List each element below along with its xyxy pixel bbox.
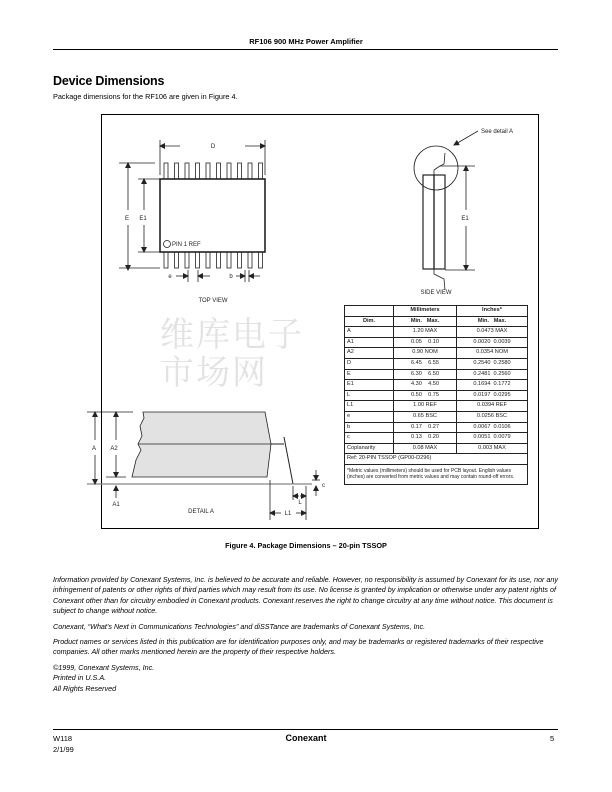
dim-L1-label: L1	[284, 511, 292, 517]
disclaimer-paragraph: Information provided by Conexant Systems, Inc. is believed to be accurate and reliable. However, no responsibility is assumed by Conexant for its use, nor any infringement of patents or other rights of third parties which may result from its use. No license is granted by implication or otherwise under any patent rights of Conexant other than for circuitry embodied in Conexant products. Conexant reserves the right to change circuitry at any time without notice. This document is subject to change without notice.	[53, 575, 558, 616]
package-ref: Ref: 20-PIN TSSOP (GP00-D296)	[345, 454, 528, 465]
mm-max-cell: 4.50	[428, 381, 439, 388]
mm-max-cell: 6.50	[428, 370, 439, 377]
dim-c-label: c	[322, 483, 325, 489]
in-cell: 0.0256 BSC	[457, 411, 528, 422]
see-detail-a-label: See detail A	[481, 129, 514, 135]
package-lead	[164, 252, 168, 268]
col-mm-min: Min.	[410, 317, 423, 324]
dim-E1-label: E1	[139, 216, 147, 222]
package-lead	[238, 252, 242, 268]
table-note: *Metric values (millimeters) should be used for PCB layout. English values (inches) are converted from metric values and may contain round-off errors.	[345, 464, 528, 484]
in-max-cell: 0.0039	[493, 338, 511, 345]
watermark: 维库电子市场网	[160, 315, 304, 393]
side-dim-E1-label: E1	[461, 216, 469, 222]
package-lead	[164, 163, 168, 179]
package-lead	[248, 252, 252, 268]
dim-A1-label: A1	[112, 502, 120, 508]
dimensions-table	[344, 305, 528, 485]
package-lead	[227, 252, 231, 268]
in-cell: 0.003 MAX	[457, 443, 528, 454]
mm-min-cell: 0.50	[411, 391, 422, 398]
disclaimer-paragraph: Conexant, “What’s Next in Communications Technologies” and diSSTance are trademarks of Conexant Systems, Inc.	[53, 621, 426, 631]
in-min-cell: 0.1694	[473, 381, 491, 388]
dim-D-label: D	[210, 144, 216, 150]
table-row	[345, 433, 528, 444]
mm-max-cell: 0.10	[428, 338, 439, 345]
disclaimer-paragraph: Product names or services listed in this publication are for identification purposes only, and may be trademarks or registered trademarks of their respective companies. All other marks mentioned herein are the property of their respective holders.	[53, 637, 544, 657]
detail-a-label: DETAIL A	[188, 509, 214, 515]
detail-a	[87, 412, 320, 520]
dim-A-label: A	[91, 446, 97, 452]
table-row	[345, 390, 528, 401]
package-lead	[238, 163, 242, 179]
table-row	[345, 337, 528, 348]
package-lead	[217, 163, 221, 179]
mm-cell: 1.00 REF	[394, 401, 457, 412]
mm-max-cell: 6.55	[428, 359, 439, 366]
doc-date: 2/1/99	[53, 745, 74, 754]
package-lead	[175, 163, 179, 179]
in-min-cell: 0.2481	[473, 370, 491, 377]
table-row	[345, 401, 528, 412]
dim-cell: L	[345, 390, 394, 401]
package-lead	[259, 163, 263, 179]
top-view	[119, 140, 265, 282]
col-mm-max: Max.	[426, 317, 440, 324]
dim-cell: A	[345, 327, 394, 338]
col-group-inches: Inches*	[457, 306, 528, 317]
running-header: RF106 900 MHz Power Amplifier	[249, 37, 363, 46]
package-lead	[175, 252, 179, 268]
dim-cell: E	[345, 369, 394, 380]
col-dim: Dim.	[345, 316, 394, 327]
mm-max-cell: 0.27	[428, 423, 439, 430]
in-max-cell: 0.2560	[493, 370, 511, 377]
copyright-line: ©1999, Conexant Systems, Inc.	[53, 662, 155, 672]
dim-cell: D	[345, 358, 394, 369]
table-row	[345, 422, 528, 433]
mm-max-cell: 0.20	[428, 434, 439, 441]
printed-line: Printed in U.S.A.	[53, 673, 107, 683]
side-view	[414, 131, 478, 290]
table-row	[345, 358, 528, 369]
package-lead	[185, 252, 189, 268]
disclaimer	[53, 575, 563, 694]
mm-cell: 0.65 BSC	[394, 411, 457, 422]
in-min-cell: 0.0197	[473, 391, 491, 398]
in-cell: 0.0394 REF	[457, 401, 528, 412]
dim-cell: c	[345, 433, 394, 444]
col-in-max: Max.	[493, 317, 507, 324]
dim-A2-label: A2	[110, 446, 118, 452]
dim-cell: L1	[345, 401, 394, 412]
in-max-cell: 0.0295	[493, 391, 511, 398]
in-min-cell: 0.0051	[473, 434, 491, 441]
mm-min-cell: 0.13	[411, 434, 422, 441]
page-number: 5	[550, 734, 555, 743]
section-title: Device Dimensions	[53, 74, 165, 88]
dim-b-label: b	[229, 274, 233, 280]
mm-cell: 0.90 NOM	[394, 348, 457, 359]
mm-max-cell: 0.75	[428, 391, 439, 398]
package-lead	[206, 163, 210, 179]
dim-e-label: e	[168, 274, 172, 280]
dim-cell: b	[345, 422, 394, 433]
package-lead	[196, 252, 200, 268]
mm-cell: 0.08 MAX	[394, 443, 457, 454]
footer-rule	[53, 729, 558, 730]
package-lead	[217, 252, 221, 268]
in-cell: 0.0354 NOM	[457, 348, 528, 359]
table-row	[345, 380, 528, 391]
package-lead	[227, 163, 231, 179]
pin1-label: PIN 1 REF	[172, 242, 201, 248]
table-row	[345, 443, 528, 454]
dim-cell: Coplanarity	[345, 443, 394, 454]
dim-L-label: L	[298, 500, 302, 506]
col-in-min: Min.	[477, 317, 490, 324]
table-row	[345, 327, 528, 338]
mm-min-cell: 6.30	[411, 370, 422, 377]
side-view-label: SIDE VIEW	[420, 290, 452, 296]
mm-min-cell: 0.05	[411, 338, 422, 345]
detail-a-circle	[414, 146, 458, 190]
package-lead	[248, 163, 252, 179]
table-row	[345, 348, 528, 359]
in-max-cell: 0.1772	[493, 381, 511, 388]
mm-min-cell: 4.30	[411, 381, 422, 388]
in-min-cell: 0.2540	[473, 359, 491, 366]
table-row	[345, 369, 528, 380]
dim-cell: e	[345, 411, 394, 422]
dim-cell: A2	[345, 348, 394, 359]
package-lead	[259, 252, 263, 268]
col-group-millimeters: Millimeters	[394, 306, 457, 317]
mm-min-cell: 0.17	[411, 423, 422, 430]
doc-id: W118	[53, 734, 73, 743]
in-cell: 0.0473 MAX	[457, 327, 528, 338]
dim-cell: E1	[345, 380, 394, 391]
table-row	[345, 411, 528, 422]
rights-line: All Rights Reserved	[53, 683, 117, 693]
in-min-cell: 0.0067	[473, 423, 491, 430]
in-min-cell: 0.0020	[473, 338, 491, 345]
in-max-cell: 0.0106	[493, 423, 511, 430]
package-lead	[206, 252, 210, 268]
in-max-cell: 0.2580	[493, 359, 511, 366]
in-max-cell: 0.0079	[493, 434, 511, 441]
package-lead	[196, 163, 200, 179]
mm-cell: 1.20 MAX	[394, 327, 457, 338]
package-lead	[185, 163, 189, 179]
top-view-label: TOP VIEW	[198, 298, 228, 304]
company-name: Conexant	[285, 733, 327, 743]
section-intro: Package dimensions for the RF106 are given in Figure 4.	[53, 92, 238, 101]
figure-caption: Figure 4. Package Dimensions – 20-pin TSSOP	[225, 541, 387, 550]
mm-min-cell: 6.45	[411, 359, 422, 366]
dim-E-label: E	[124, 216, 130, 222]
dim-cell: A1	[345, 337, 394, 348]
